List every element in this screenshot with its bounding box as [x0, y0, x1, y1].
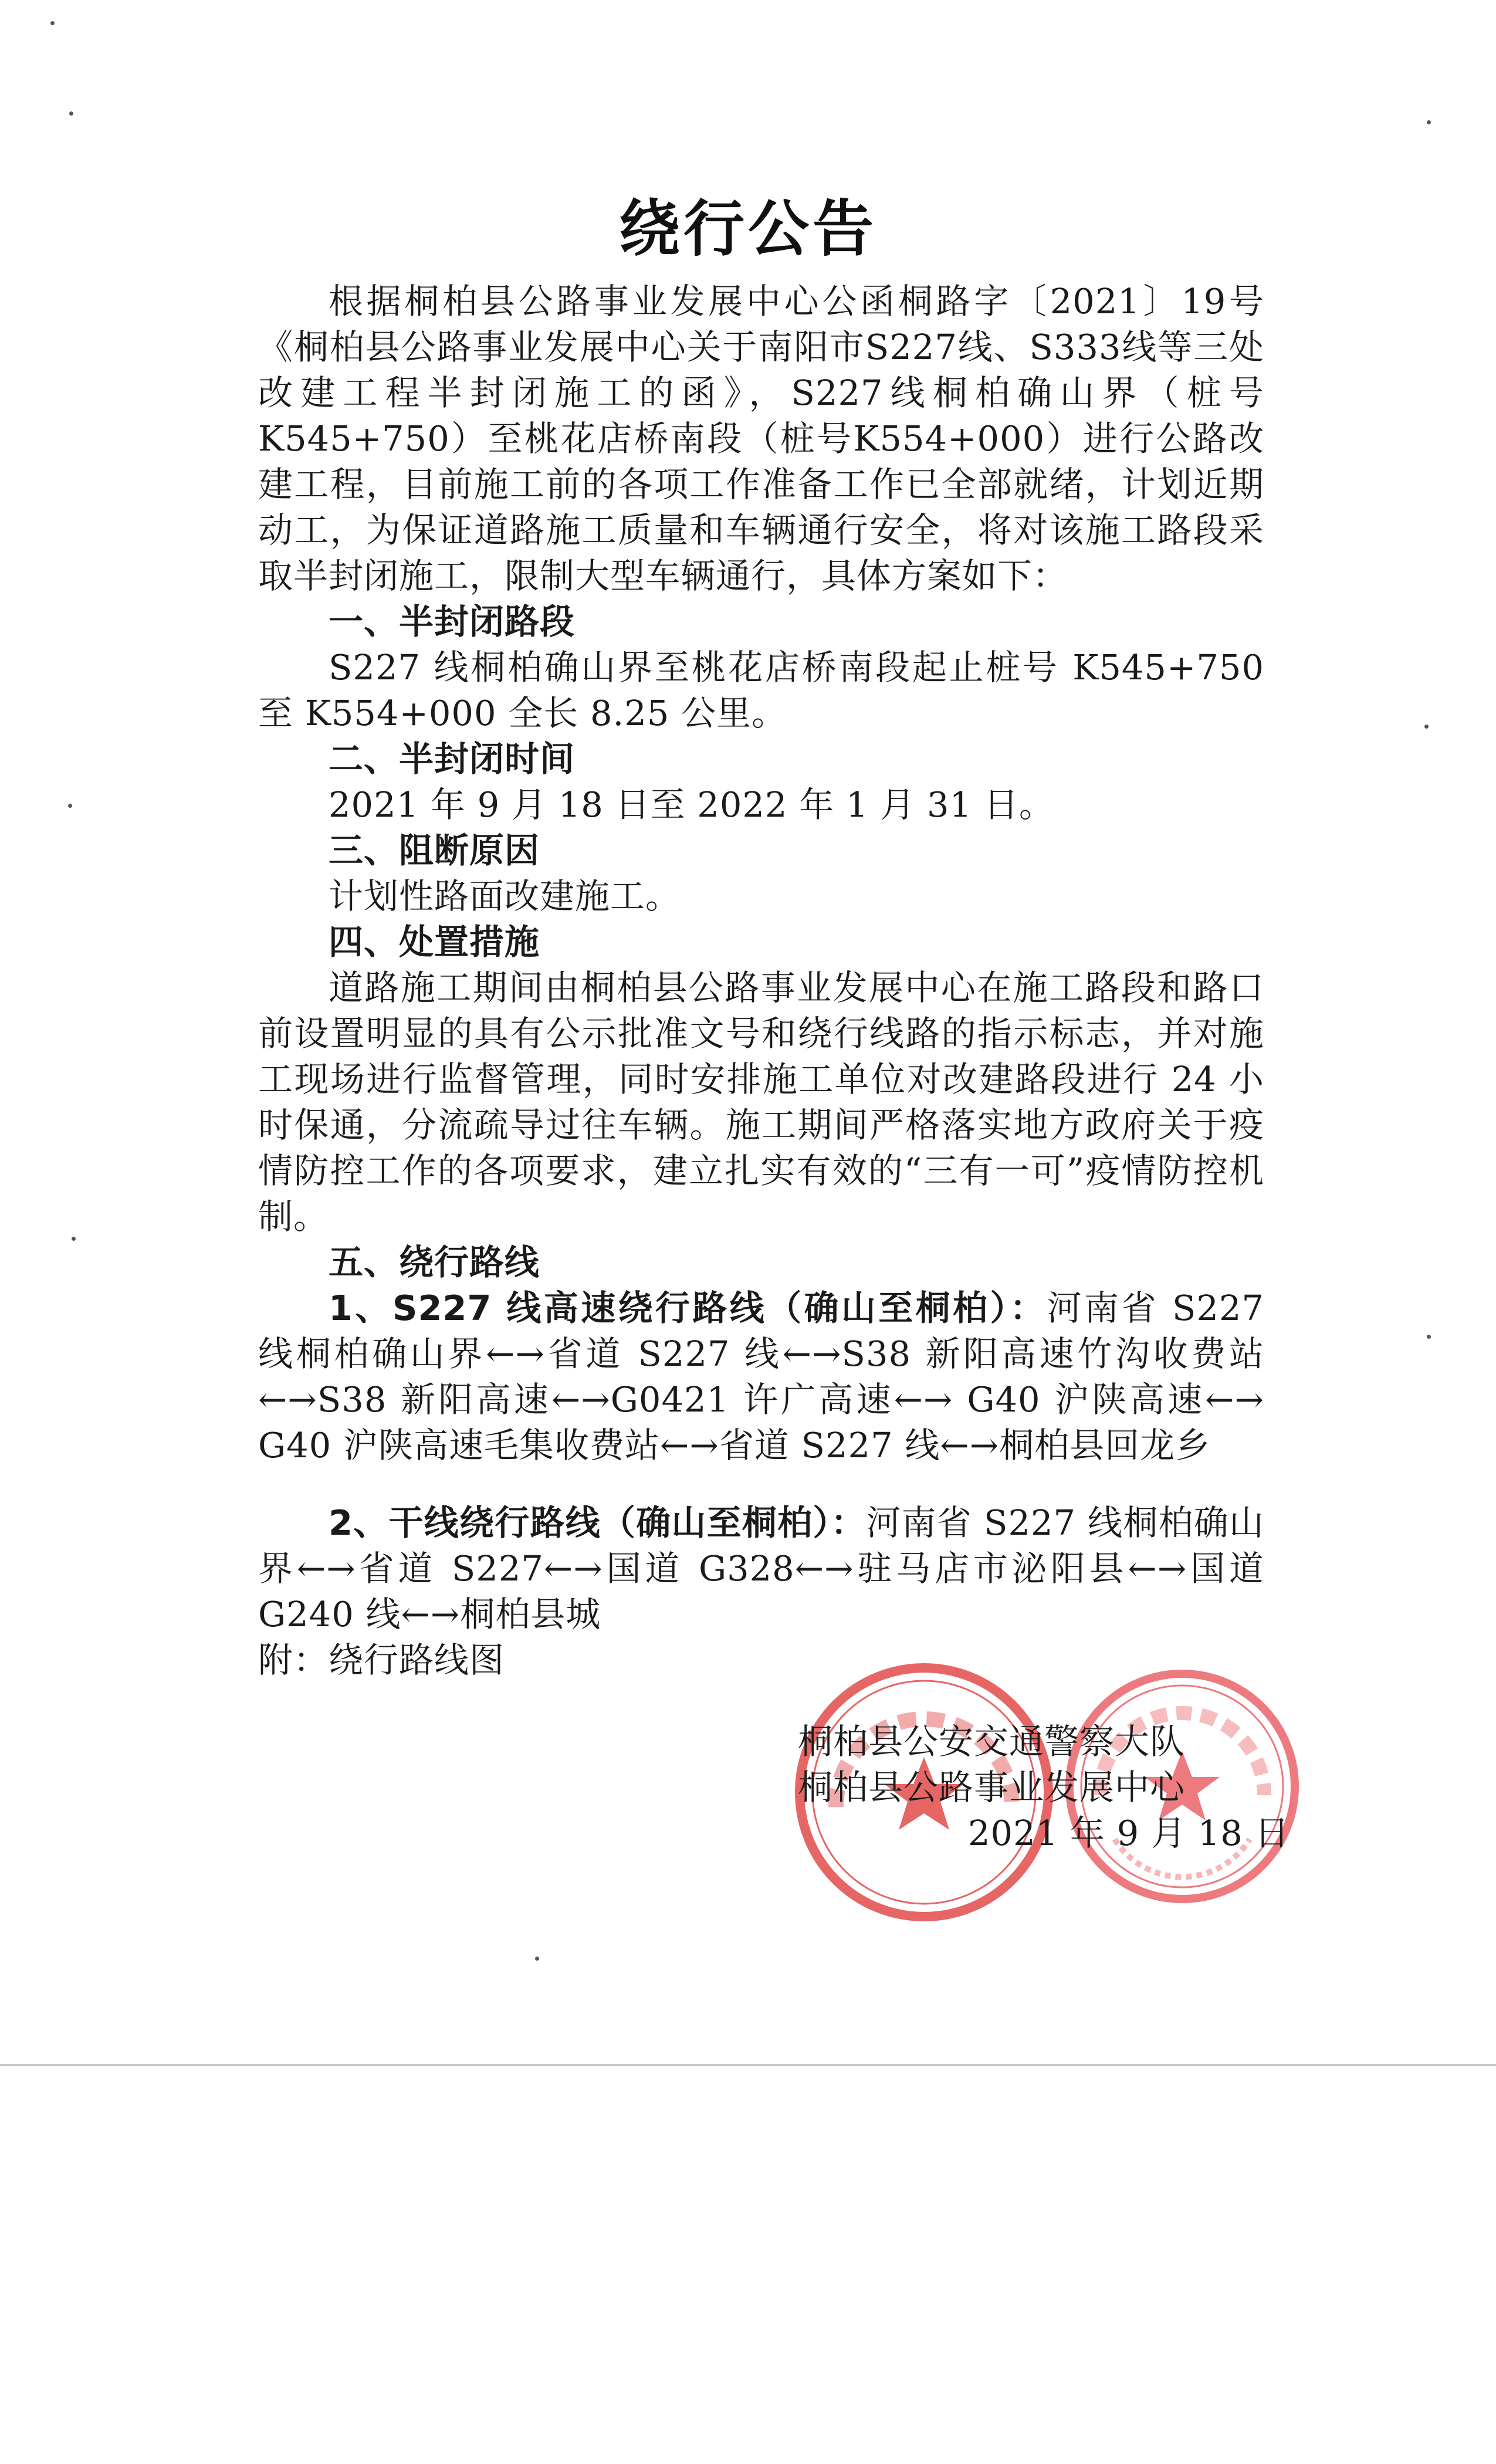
section-heading: 一、半封闭路段	[329, 601, 576, 642]
route-paragraph	[258, 1285, 1264, 1468]
section-heading: 四、处置措施	[329, 922, 540, 962]
signatory-name: 桐柏县公路事业发展中心	[798, 1767, 1186, 1808]
route-label: 1、S227 线高速绕行路线（确山至桐柏）：	[329, 1288, 1047, 1328]
scan-speck	[50, 21, 55, 25]
signature-block	[798, 1719, 1326, 1856]
scan-speck	[535, 1957, 539, 1961]
section-heading: 三、阻断原因	[329, 830, 540, 871]
scan-speck	[1427, 1335, 1431, 1339]
section-text: S227 线桐柏确山界至桃花店桥南段起止桩号 K545+750 至 K554+000 全长 8.25 公里。	[258, 647, 1264, 733]
document-body	[258, 279, 1264, 1683]
route-label: 2、干线绕行路线（确山至桐柏）：	[329, 1502, 867, 1543]
section-text: 2021 年 9 月 18 日至 2022 年 1 月 31 日。	[329, 784, 1054, 825]
attachment-note: 附：绕行路线图	[258, 1640, 505, 1680]
section-heading: 二、半封闭时间	[329, 739, 576, 779]
scan-speck	[68, 804, 72, 808]
section-text: 计划性路面改建施工。	[329, 876, 681, 916]
route-text: 河南省 S227 线桐柏确山界←→省道 S227 线←→S38 新阳高速竹沟收费站←→S38 新阳高速←→G0421 许广高速←→ G40 沪陕高速←→ G40 沪陕高速毛集收费站←→省道 S227 线←→桐柏县回龙乡	[258, 1288, 1264, 1465]
route-paragraph	[258, 1500, 1264, 1637]
section-heading: 五、绕行路线	[329, 1242, 540, 1282]
scan-speck	[72, 1237, 76, 1241]
route-text: 河南省 S227 线桐柏确山界←→省道 S227←→国道 G328←→驻马店市泌阳县←→国道 G240 线←→桐柏县城	[258, 1502, 1264, 1634]
document-title: 绕行公告	[618, 193, 877, 265]
section-text: 道路施工期间由桐柏县公路事业发展中心在施工路段和路口前设置明显的具有公示批准文号和绕行线路的指示标志，并对施工现场进行监督管理，同时安排施工单位对改建路段进行 24 小时保通，分流疏导过往车辆。施工期间严格落实地方政府关于疫情防控工作的各项要求，建立扎实有效的“三有一可”疫情防控机制。	[258, 967, 1264, 1237]
intro-paragraph: 根据桐柏县公路事业发展中心公函桐路字〔2021〕19号《桐柏县公路事业发展中心关于南阳市S227线、S333线等三处改建工程半封闭施工的函》，S227线桐柏确山界（桩号K545+750）至桃花店桥南段（桩号K554+000）进行公路改建工程，目前施工前的各项工作准备工作已全部就绪，计划近期动工，为保证道路施工质量和车辆通行安全，将对该施工路段采取半封闭施工，限制大型车辆通行，具体方案如下：	[258, 281, 1264, 596]
signatory-name: 桐柏县公安交通警察大队	[798, 1721, 1186, 1762]
scan-speck	[1424, 725, 1429, 729]
scan-speck	[1427, 120, 1431, 124]
scan-speck	[69, 111, 73, 116]
page-edge-divider	[0, 2064, 1496, 2066]
document-date: 2021 年 9 月 18 日	[968, 1813, 1290, 1853]
